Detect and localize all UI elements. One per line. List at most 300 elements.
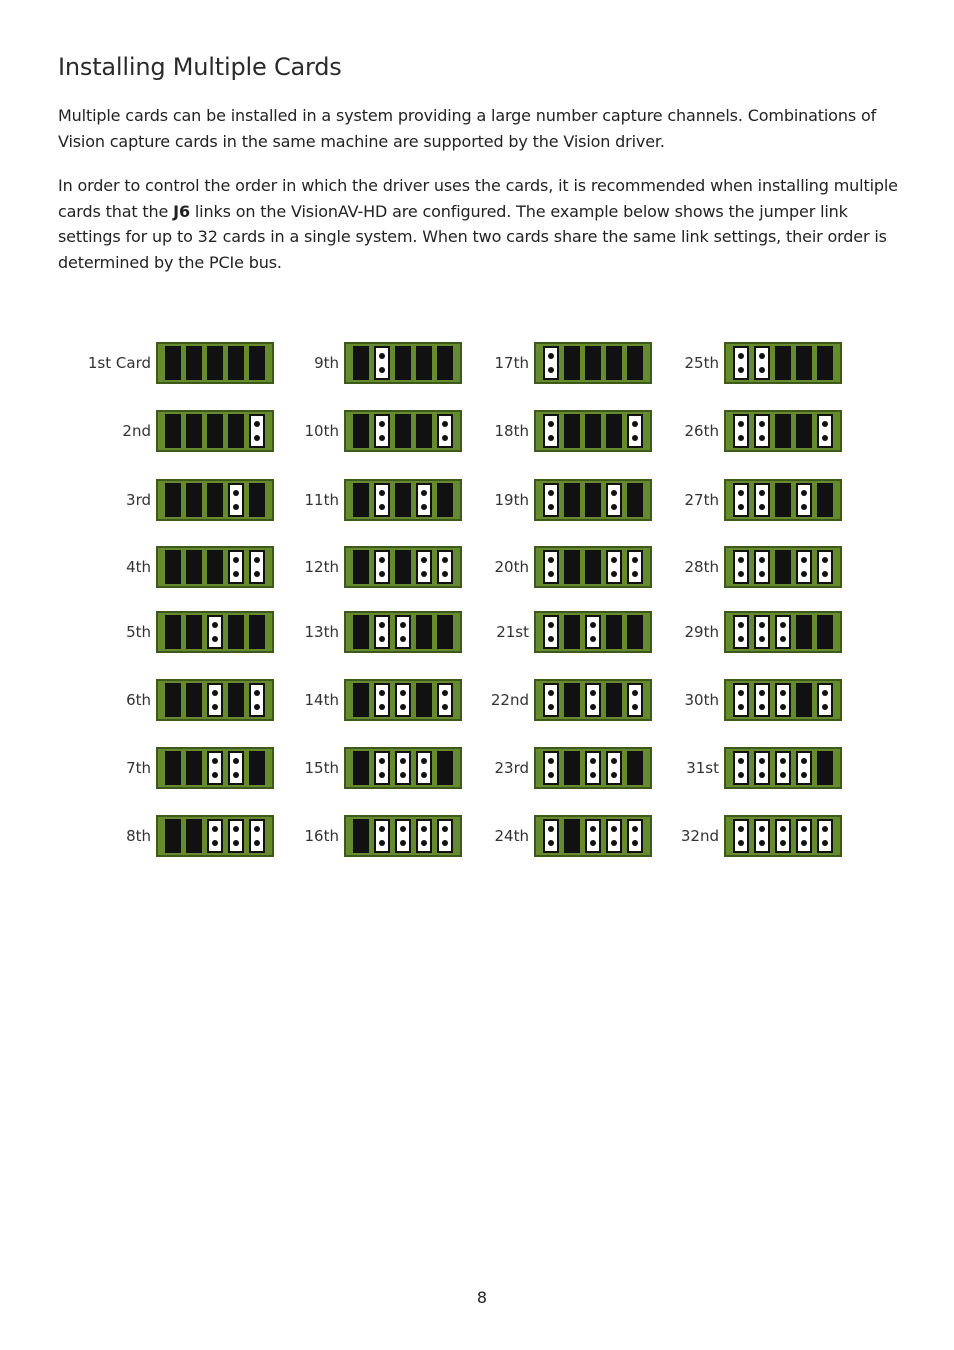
- jumper-pin: [379, 435, 385, 441]
- jumper-closed: [564, 683, 580, 717]
- jumper-pin: [822, 840, 828, 846]
- jumper-closed: [186, 483, 202, 517]
- jumper-pin: [421, 772, 427, 778]
- jumper-pin: [738, 758, 744, 764]
- jumper-open: [249, 683, 265, 717]
- jumper-closed: [353, 751, 369, 785]
- jumper-board: [724, 611, 842, 653]
- card-label: 23rd: [494, 759, 529, 777]
- jumper-open: [228, 550, 244, 584]
- jumper-board: [344, 546, 462, 588]
- jumper-pin: [590, 772, 596, 778]
- jumper-pin: [738, 772, 744, 778]
- card-label: 14th: [304, 691, 339, 709]
- jumper-pin: [548, 571, 554, 577]
- jumper-pin: [379, 758, 385, 764]
- card-label: 6th: [126, 691, 151, 709]
- jumper-pin: [801, 772, 807, 778]
- jumper-pin: [738, 435, 744, 441]
- jumper-pin: [379, 367, 385, 373]
- jumper-pin: [738, 367, 744, 373]
- jumper-pin: [801, 758, 807, 764]
- jumper-pin: [759, 557, 765, 563]
- jumper-open: [754, 683, 770, 717]
- card-label: 26th: [684, 422, 719, 440]
- card-label: 22nd: [490, 691, 529, 709]
- jumper-open: [754, 751, 770, 785]
- jumper-closed: [165, 414, 181, 448]
- jumper-open: [374, 414, 390, 448]
- jumper-closed: [796, 615, 812, 649]
- jumper-closed: [437, 346, 453, 380]
- jumper-closed: [817, 483, 833, 517]
- jumper-open: [733, 683, 749, 717]
- jumper-pin: [632, 840, 638, 846]
- jumper-open: [374, 615, 390, 649]
- jumper-board: [724, 679, 842, 721]
- jumper-pin: [780, 636, 786, 642]
- jumper-open: [606, 751, 622, 785]
- jumper-pin: [421, 557, 427, 563]
- jumper-pin: [632, 571, 638, 577]
- jumper-pin: [632, 557, 638, 563]
- jumper-open: [733, 615, 749, 649]
- jumper-open: [627, 550, 643, 584]
- jumper-open: [228, 483, 244, 517]
- jumper-open: [416, 550, 432, 584]
- jumper-pin: [759, 758, 765, 764]
- jumper-closed: [437, 483, 453, 517]
- jumper-pin: [548, 421, 554, 427]
- jumper-pin: [212, 622, 218, 628]
- jumper-closed: [564, 615, 580, 649]
- jumper-closed: [395, 483, 411, 517]
- jumper-open: [395, 819, 411, 853]
- jumper-pin: [548, 353, 554, 359]
- jumper-closed: [796, 414, 812, 448]
- jumper-pin: [780, 622, 786, 628]
- jumper-pin: [738, 421, 744, 427]
- jumper-closed: [564, 346, 580, 380]
- jumper-closed: [186, 414, 202, 448]
- jumper-closed: [437, 751, 453, 785]
- jumper-open: [207, 819, 223, 853]
- jumper-pin: [611, 490, 617, 496]
- jumper-pin: [738, 636, 744, 642]
- jumper-open: [733, 550, 749, 584]
- jumper-open: [754, 346, 770, 380]
- card-label: 7th: [126, 759, 151, 777]
- jumper-closed: [186, 346, 202, 380]
- jumper-closed: [564, 550, 580, 584]
- jumper-pin: [590, 690, 596, 696]
- jumper-closed: [249, 751, 265, 785]
- jumper-pin: [780, 704, 786, 710]
- jumper-board: [534, 679, 652, 721]
- jumper-closed: [606, 414, 622, 448]
- jumper-closed: [817, 751, 833, 785]
- jumper-closed: [353, 550, 369, 584]
- jumper-pin: [212, 772, 218, 778]
- jumper-board: [156, 679, 274, 721]
- card-label: 27th: [684, 491, 719, 509]
- jumper-closed: [249, 483, 265, 517]
- jumper-pin: [801, 557, 807, 563]
- instructions-text-before: In order to control the order in which the driver uses the cards, it is recommended when installing multiple cards that the: [58, 176, 898, 221]
- jumper-pin: [442, 435, 448, 441]
- jumper-pin: [548, 490, 554, 496]
- jumper-board: [156, 611, 274, 653]
- jumper-pin: [759, 504, 765, 510]
- jumper-open: [733, 819, 749, 853]
- jumper-pin: [759, 622, 765, 628]
- jumper-pin: [400, 840, 406, 846]
- jumper-closed: [817, 615, 833, 649]
- jumper-open: [543, 414, 559, 448]
- jumper-closed: [775, 346, 791, 380]
- jumper-open: [733, 483, 749, 517]
- jumper-pin: [590, 636, 596, 642]
- jumper-closed: [627, 346, 643, 380]
- jumper-pin: [421, 758, 427, 764]
- jumper-board: [534, 815, 652, 857]
- jumper-pin: [400, 690, 406, 696]
- jumper-closed: [416, 683, 432, 717]
- jumper-open: [416, 819, 432, 853]
- jumper-closed: [775, 483, 791, 517]
- card-label: 3rd: [126, 491, 151, 509]
- jumper-pin: [212, 636, 218, 642]
- jumper-pin: [254, 571, 260, 577]
- jumper-closed: [353, 414, 369, 448]
- jumper-pin: [632, 435, 638, 441]
- card-label: 28th: [684, 558, 719, 576]
- jumper-pin: [233, 571, 239, 577]
- jumper-pin: [212, 690, 218, 696]
- jumper-pin: [759, 772, 765, 778]
- jumper-pin: [442, 826, 448, 832]
- card-label: 31st: [686, 759, 719, 777]
- jumper-closed: [165, 346, 181, 380]
- jumper-board: [724, 546, 842, 588]
- jumper-open: [754, 615, 770, 649]
- card-label: 12th: [304, 558, 339, 576]
- jumper-open: [627, 683, 643, 717]
- jumper-pin: [442, 840, 448, 846]
- card-label: 5th: [126, 623, 151, 641]
- jumper-pin: [801, 490, 807, 496]
- jumper-pin: [421, 571, 427, 577]
- jumper-board: [724, 410, 842, 452]
- jumper-pin: [379, 353, 385, 359]
- jumper-pin: [611, 826, 617, 832]
- jumper-pin: [738, 826, 744, 832]
- jumper-board: [534, 342, 652, 384]
- jumper-closed: [165, 483, 181, 517]
- jumper-closed: [165, 683, 181, 717]
- jumper-pin: [233, 840, 239, 846]
- jumper-pin: [759, 435, 765, 441]
- jumper-pin: [548, 704, 554, 710]
- jumper-closed: [564, 414, 580, 448]
- jumper-open: [228, 751, 244, 785]
- jumper-closed: [627, 483, 643, 517]
- jumper-closed: [395, 550, 411, 584]
- jumper-closed: [165, 615, 181, 649]
- jumper-pin: [759, 840, 765, 846]
- jumper-pin: [590, 826, 596, 832]
- jumper-open: [796, 550, 812, 584]
- jumper-pin: [822, 690, 828, 696]
- jumper-open: [817, 414, 833, 448]
- jumper-pin: [233, 557, 239, 563]
- jumper-open: [543, 819, 559, 853]
- jumper-pin: [611, 772, 617, 778]
- jumper-open: [228, 819, 244, 853]
- jumper-closed: [353, 819, 369, 853]
- jumper-open: [606, 483, 622, 517]
- jumper-pin: [822, 421, 828, 427]
- jumper-closed: [606, 683, 622, 717]
- jumper-closed: [564, 483, 580, 517]
- jumper-pin: [421, 826, 427, 832]
- jumper-pin: [759, 490, 765, 496]
- jumper-open: [395, 751, 411, 785]
- jumper-pin: [759, 690, 765, 696]
- jumper-pin: [233, 826, 239, 832]
- jumper-open: [775, 751, 791, 785]
- jumper-open: [374, 751, 390, 785]
- jumper-board: [156, 410, 274, 452]
- jumper-pin: [254, 557, 260, 563]
- jumper-closed: [249, 346, 265, 380]
- jumper-pin: [801, 826, 807, 832]
- jumper-open: [249, 414, 265, 448]
- jumper-board: [344, 479, 462, 521]
- jumper-open: [374, 550, 390, 584]
- jumper-closed: [228, 414, 244, 448]
- jumper-open: [817, 819, 833, 853]
- card-label: 19th: [494, 491, 529, 509]
- jumper-pin: [548, 758, 554, 764]
- jumper-open: [627, 414, 643, 448]
- jumper-pin: [548, 772, 554, 778]
- jumper-closed: [437, 615, 453, 649]
- jumper-pin: [822, 704, 828, 710]
- jumper-open: [606, 550, 622, 584]
- jumper-pin: [379, 622, 385, 628]
- card-label: 2nd: [122, 422, 151, 440]
- jumper-open: [817, 683, 833, 717]
- jumper-pin: [254, 704, 260, 710]
- jumper-pin: [548, 690, 554, 696]
- jumper-pin: [400, 704, 406, 710]
- jumper-open: [543, 751, 559, 785]
- jumper-pin: [738, 353, 744, 359]
- jumper-pin: [379, 571, 385, 577]
- jumper-open: [733, 751, 749, 785]
- jumper-pin: [212, 826, 218, 832]
- jumper-closed: [585, 483, 601, 517]
- jumper-pin: [738, 557, 744, 563]
- jumper-closed: [207, 346, 223, 380]
- card-label: 13th: [304, 623, 339, 641]
- jumper-pin: [421, 504, 427, 510]
- jumper-open: [817, 550, 833, 584]
- jumper-open: [207, 615, 223, 649]
- card-label: 1st Card: [87, 354, 151, 372]
- jumper-closed: [186, 751, 202, 785]
- jumper-closed: [186, 683, 202, 717]
- jumper-pin: [212, 758, 218, 764]
- jumper-pin: [233, 758, 239, 764]
- jumper-closed: [817, 346, 833, 380]
- jumper-pin: [254, 421, 260, 427]
- jumper-pin: [254, 840, 260, 846]
- jumper-pin: [548, 504, 554, 510]
- jumper-board: [344, 815, 462, 857]
- jumper-open: [374, 683, 390, 717]
- jumper-board: [156, 747, 274, 789]
- jumper-pin: [780, 690, 786, 696]
- card-label: 20th: [494, 558, 529, 576]
- page-title: Installing Multiple Cards: [58, 53, 342, 81]
- jumper-pin: [421, 840, 427, 846]
- jumper-closed: [395, 414, 411, 448]
- jumper-pin: [254, 435, 260, 441]
- jumper-closed: [228, 615, 244, 649]
- jumper-pin: [632, 690, 638, 696]
- page-number: 8: [476, 1288, 488, 1307]
- jumper-board: [156, 342, 274, 384]
- jumper-pin: [738, 690, 744, 696]
- jumper-board: [724, 747, 842, 789]
- jumper-pin: [632, 826, 638, 832]
- jumper-pin: [780, 758, 786, 764]
- jumper-pin: [759, 636, 765, 642]
- jumper-closed: [416, 346, 432, 380]
- jumper-closed: [186, 615, 202, 649]
- jumper-closed: [249, 615, 265, 649]
- intro-paragraph: Multiple cards can be installed in a system providing a large number capture channels. Combinations of Vision capture cards in the same machine are supported by the Vision driver.: [58, 106, 877, 151]
- jumper-pin: [632, 421, 638, 427]
- jumper-board: [534, 546, 652, 588]
- jumper-closed: [416, 414, 432, 448]
- card-label: 32nd: [680, 827, 719, 845]
- jumper-pin: [442, 557, 448, 563]
- jumper-pin: [738, 571, 744, 577]
- jumper-pin: [759, 353, 765, 359]
- jumper-closed: [416, 615, 432, 649]
- j6-link-name: J6: [173, 201, 190, 221]
- jumper-pin: [738, 704, 744, 710]
- jumper-open: [207, 683, 223, 717]
- jumper-pin: [379, 826, 385, 832]
- jumper-open: [416, 751, 432, 785]
- jumper-open: [543, 683, 559, 717]
- jumper-pin: [822, 557, 828, 563]
- jumper-closed: [207, 483, 223, 517]
- jumper-closed: [207, 414, 223, 448]
- jumper-pin: [548, 840, 554, 846]
- card-label: 4th: [126, 558, 151, 576]
- jumper-pin: [379, 772, 385, 778]
- jumper-pin: [548, 557, 554, 563]
- jumper-closed: [796, 683, 812, 717]
- jumper-pin: [822, 435, 828, 441]
- card-label: 16th: [304, 827, 339, 845]
- jumper-pin: [233, 772, 239, 778]
- jumper-open: [796, 483, 812, 517]
- jumper-open: [733, 414, 749, 448]
- card-label: 15th: [304, 759, 339, 777]
- jumper-pin: [400, 758, 406, 764]
- jumper-open: [374, 483, 390, 517]
- jumper-pin: [590, 622, 596, 628]
- jumper-open: [437, 550, 453, 584]
- jumper-open: [796, 819, 812, 853]
- jumper-open: [796, 751, 812, 785]
- jumper-open: [207, 751, 223, 785]
- jumper-board: [344, 747, 462, 789]
- jumper-open: [437, 414, 453, 448]
- jumper-pin: [611, 840, 617, 846]
- jumper-pin: [400, 622, 406, 628]
- jumper-open: [585, 683, 601, 717]
- jumper-pin: [548, 367, 554, 373]
- jumper-pin: [379, 421, 385, 427]
- jumper-closed: [353, 346, 369, 380]
- jumper-pin: [738, 840, 744, 846]
- jumper-pin: [379, 557, 385, 563]
- jumper-pin: [548, 636, 554, 642]
- jumper-board: [344, 410, 462, 452]
- jumper-closed: [353, 483, 369, 517]
- jumper-closed: [564, 819, 580, 853]
- jumper-closed: [186, 550, 202, 584]
- jumper-pin: [254, 826, 260, 832]
- jumper-pin: [801, 504, 807, 510]
- jumper-closed: [564, 751, 580, 785]
- jumper-open: [543, 550, 559, 584]
- jumper-pin: [801, 571, 807, 577]
- jumper-closed: [165, 751, 181, 785]
- card-label: 25th: [684, 354, 719, 372]
- jumper-board: [344, 342, 462, 384]
- jumper-board: [344, 611, 462, 653]
- jumper-board: [534, 611, 652, 653]
- jumper-closed: [775, 414, 791, 448]
- jumper-open: [395, 683, 411, 717]
- jumper-closed: [585, 414, 601, 448]
- jumper-pin: [379, 690, 385, 696]
- jumper-pin: [379, 504, 385, 510]
- jumper-closed: [165, 819, 181, 853]
- jumper-pin: [780, 840, 786, 846]
- jumper-pin: [233, 504, 239, 510]
- jumper-closed: [796, 346, 812, 380]
- jumper-pin: [738, 490, 744, 496]
- jumper-closed: [395, 346, 411, 380]
- jumper-pin: [611, 758, 617, 764]
- jumper-board: [724, 479, 842, 521]
- jumper-pin: [212, 840, 218, 846]
- jumper-pin: [442, 704, 448, 710]
- jumper-pin: [611, 571, 617, 577]
- jumper-open: [585, 751, 601, 785]
- jumper-open: [437, 683, 453, 717]
- jumper-pin: [738, 622, 744, 628]
